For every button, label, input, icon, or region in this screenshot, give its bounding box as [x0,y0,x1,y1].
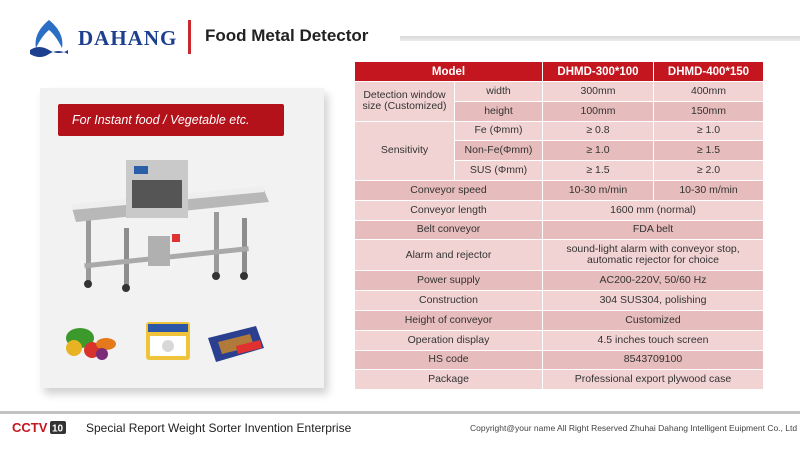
metal-detector-machine-image [64,150,274,300]
fe-label: Fe (Φmm) [455,121,543,141]
sus-label: SUS (Φmm) [455,161,543,181]
footer-copyright: Copyright@your name All Right Reserved Zhuhai Dahang Intelligent Euipment Co., Ltd [470,423,798,433]
nonfe-label: Non-Fe(Φmm) [455,141,543,161]
instant-food-bag-image [142,318,202,363]
table-row [355,180,764,200]
hs-code-label: HS code [355,350,543,370]
belt-conveyor-label: Belt conveyor [355,220,543,240]
nonfe-300-value: ≥ 1.0 [543,141,654,161]
fe-400-value: ≥ 1.0 [654,121,764,141]
table-row [355,82,764,102]
header-rule [400,36,800,41]
model-300-header: DHMD-300*100 [543,62,654,82]
table-row [355,200,764,220]
construction-value: 304 SUS304, polishing [543,291,764,311]
fe-300-value: ≥ 0.8 [543,121,654,141]
conveyor-height-value: Customized [543,310,764,330]
height-300-value: 100mm [543,101,654,121]
height-400-value: 150mm [654,101,764,121]
model-header: Model [355,62,543,82]
construction-label: Construction [355,291,543,311]
page-title: Food Metal Detector [205,26,369,45]
header-divider [188,20,191,54]
conveyor-length-value: 1600 mm (normal) [543,200,764,220]
sensitivity-label: Sensitivity [355,121,455,180]
table-row [355,350,764,370]
conveyor-speed-300-value: 10-30 m/min [543,180,654,200]
alarm-rejector-label: Alarm and rejector [355,240,543,271]
package-label: Package [355,370,543,390]
table-row [355,330,764,350]
cctv-channel-number: 10 [52,423,64,435]
table-row [355,310,764,330]
alarm-rejector-value: sound-light alarm with conveyor stop, automatic rejector for choice [543,240,764,271]
nonfe-400-value: ≥ 1.5 [654,141,764,161]
table-row [355,240,764,271]
package-value: Professional export plywood case [543,370,764,390]
cctv-logo-text: CCTV [12,420,48,435]
application-tag: For Instant food / Vegetable etc. [58,104,284,136]
sus-400-value: ≥ 2.0 [654,161,764,181]
footer-slogan: Special Report Weight Sorter Invention Enterprise [86,421,352,435]
table-row [355,291,764,311]
snack-pack-image [206,322,266,367]
conveyor-speed-label: Conveyor speed [355,180,543,200]
table-row [355,370,764,390]
brand-name: DAHANG [78,26,178,50]
spec-table [354,61,764,390]
power-supply-label: Power supply [355,271,543,291]
detection-window-label: Detection window size (Customized) [355,82,455,122]
model-400-header: DHMD-400*150 [654,62,764,82]
vegetables-image [62,318,122,363]
width-label: width [455,82,543,102]
footer-rule [0,411,800,414]
operation-display-value: 4.5 inches touch screen [543,330,764,350]
conveyor-length-label: Conveyor length [355,200,543,220]
belt-conveyor-value: FDA belt [543,220,764,240]
table-row [355,121,764,141]
dahang-logo-icon [28,18,70,58]
table-row [355,220,764,240]
width-300-value: 300mm [543,82,654,102]
power-supply-value: AC200-220V, 50/60 Hz [543,271,764,291]
hs-code-value: 8543709100 [543,350,764,370]
operation-display-label: Operation display [355,330,543,350]
height-label: height [455,101,543,121]
table-row [355,271,764,291]
conveyor-height-label: Height of conveyor [355,310,543,330]
width-400-value: 400mm [654,82,764,102]
conveyor-speed-400-value: 10-30 m/min [654,180,764,200]
table-header-row [355,62,764,82]
sus-300-value: ≥ 1.5 [543,161,654,181]
cctv-10-logo [12,418,68,436]
